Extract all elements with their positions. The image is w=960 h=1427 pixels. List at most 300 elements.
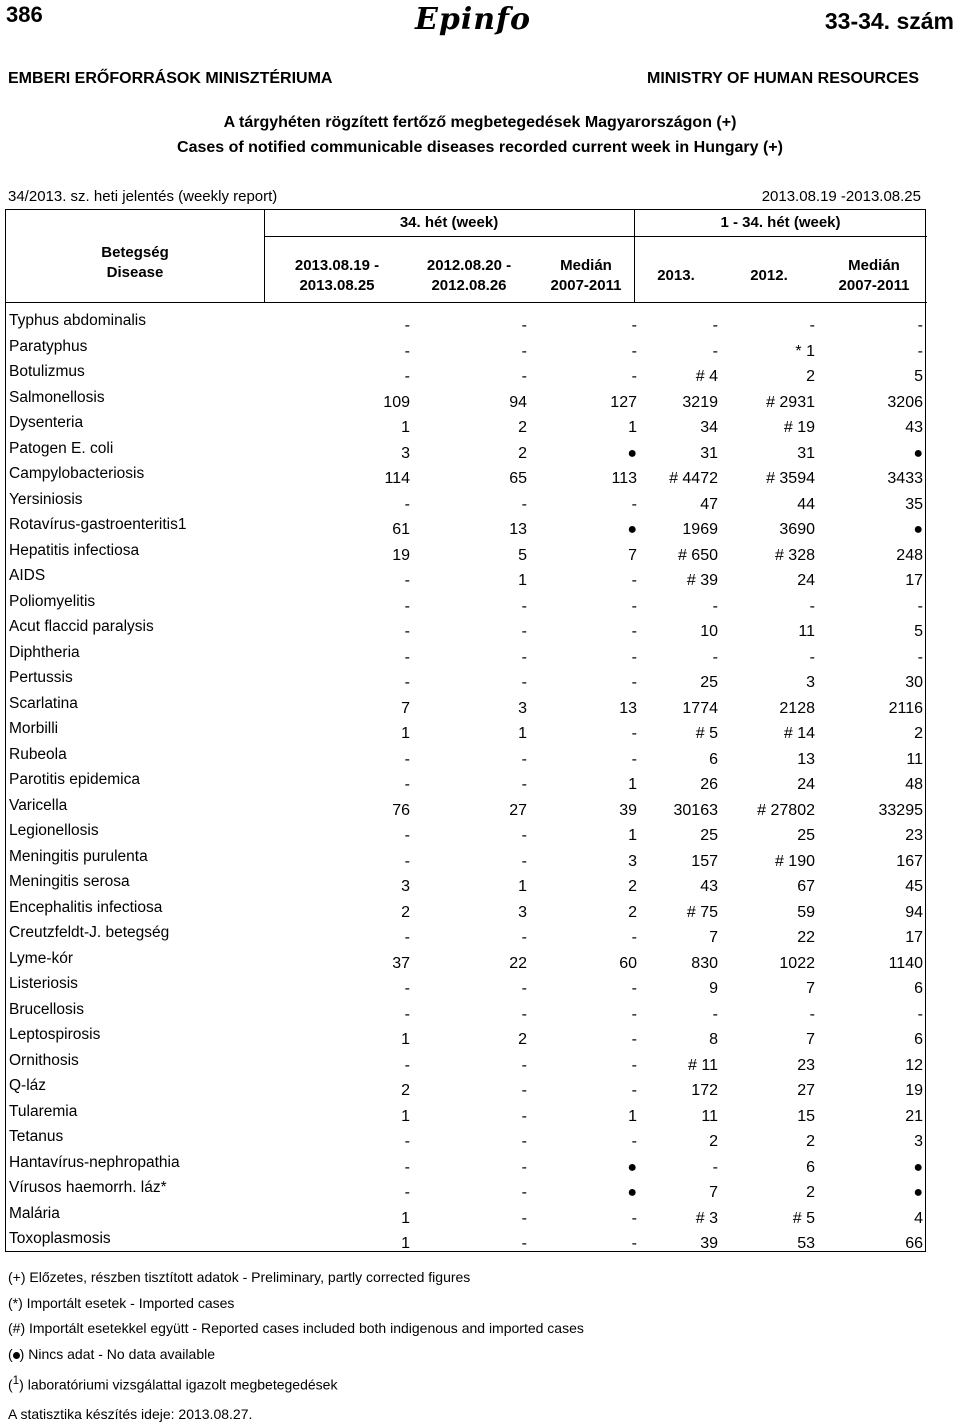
table-cell: - — [631, 368, 637, 385]
header-week-median-line2: 2007-2011 — [550, 277, 622, 294]
table-cell: 5 — [914, 368, 923, 385]
header-week-2012-line2: 2012.08.26 — [431, 277, 507, 294]
table-cell: 2 — [806, 368, 815, 385]
table-cell: 2 — [806, 1133, 815, 1150]
table-cell: - — [521, 648, 527, 666]
table-cell: 37 — [392, 954, 410, 972]
disease-name: Malária — [9, 1204, 60, 1222]
table-cell: # 5 — [695, 725, 718, 742]
disease-name: Campylobacteriosis — [9, 465, 145, 482]
table-cell: - — [631, 674, 637, 691]
table-cell: - — [404, 368, 410, 385]
table-cell: 9 — [709, 980, 718, 997]
table-cell: 34 — [700, 419, 718, 436]
table-cell: 27 — [509, 801, 527, 819]
table-row — [6, 744, 927, 770]
table-row — [6, 820, 927, 846]
footnote-imported: (*) Importált esetek - Imported cases — [8, 1295, 235, 1311]
table-cell: - — [404, 750, 410, 768]
table-row — [6, 948, 927, 974]
ministry-name-en: MINISTRY OF HUMAN RESOURCES — [646, 70, 919, 87]
statistics-date: A statisztika készítés ideje: 2013.08.27. — [8, 1406, 253, 1422]
table-cell: 7 — [628, 546, 637, 564]
table-row — [6, 489, 927, 515]
table-row — [6, 1075, 927, 1101]
table-cell: - — [631, 317, 637, 334]
table-cell: - — [712, 597, 718, 615]
disease-name: Tularemia — [9, 1102, 78, 1120]
footnote-no-data-open: ( — [8, 1346, 13, 1362]
table-cell: 1022 — [779, 954, 815, 972]
table-cell: - — [917, 597, 923, 615]
page-number: 386 — [6, 2, 43, 27]
table-cell: ● — [627, 1158, 637, 1176]
header-cum-2013: 2013. — [657, 267, 695, 284]
table-cell: 1 — [518, 572, 527, 589]
header-disease — [6, 243, 264, 283]
table-cell: 5 — [518, 546, 527, 564]
divider — [6, 302, 927, 303]
table-cell: 2 — [518, 419, 527, 436]
table-cell: 3206 — [887, 393, 923, 411]
table-cell: 1140 — [888, 954, 923, 972]
table-cell: 43 — [700, 878, 718, 895]
table-cell: 1 — [628, 1107, 637, 1125]
table-row — [6, 795, 927, 821]
table-cell: 43 — [905, 419, 923, 436]
table-cell: 11 — [701, 1107, 718, 1125]
disease-name: Varicella — [9, 796, 68, 814]
table-cell: # 2931 — [766, 393, 815, 411]
table-cell: 6 — [806, 1158, 815, 1176]
table-row — [6, 667, 927, 693]
table-cell: ● — [627, 1184, 637, 1201]
header-cum-median — [824, 256, 924, 296]
table-row — [6, 846, 927, 872]
table-cell: 23 — [905, 827, 923, 844]
disease-name: Lyme-kór — [9, 949, 74, 967]
disease-name: Poliomyelitis — [9, 592, 96, 610]
header-week-group: 34. hét (week) — [399, 214, 499, 231]
table-row — [6, 463, 927, 489]
table-cell: 3 — [914, 1133, 923, 1150]
table-cell: 13 — [619, 699, 637, 717]
table-cell: - — [712, 317, 718, 334]
disease-name: Morbilli — [9, 720, 59, 737]
table-cell: 109 — [383, 393, 410, 411]
table-cell: 35 — [905, 495, 923, 513]
disease-name: Acut flaccid paralysis — [9, 618, 154, 635]
table-cell: 11 — [798, 623, 815, 640]
table-cell: 17 — [905, 929, 923, 946]
table-row — [6, 310, 927, 336]
table-row — [6, 1050, 927, 1076]
disease-name: Q-láz — [9, 1077, 47, 1094]
table-cell: * 1 — [795, 342, 815, 360]
table-cell: - — [809, 597, 815, 615]
disease-name: Dysenteria — [9, 414, 84, 431]
table-cell: 27 — [797, 1082, 815, 1099]
table-cell: 33295 — [878, 801, 923, 819]
table-cell: - — [631, 648, 637, 666]
table-cell: 127 — [610, 393, 637, 411]
table-row — [6, 1126, 927, 1152]
table-cell: 1 — [628, 776, 637, 793]
table-cell: 3 — [518, 699, 527, 717]
table-cell: 2 — [806, 1184, 815, 1201]
table-cell: ● — [913, 521, 923, 538]
header-cum-2012: 2012. — [750, 267, 788, 284]
table-cell: 113 — [611, 470, 637, 487]
table-cell: 3433 — [887, 470, 923, 487]
table-cell: 7 — [709, 1184, 718, 1201]
table-cell: 830 — [691, 954, 718, 972]
disease-name: Hantavírus-nephropathia — [9, 1153, 180, 1171]
table-cell: 10 — [700, 623, 718, 640]
table-cell: 2 — [518, 1031, 527, 1048]
table-cell: 11 — [906, 750, 923, 768]
disease-name: Meningitis purulenta — [9, 847, 148, 865]
table-row — [6, 769, 927, 795]
table-cell: 2 — [401, 1082, 410, 1099]
table-row — [6, 693, 927, 719]
header-week-2013 — [282, 256, 392, 296]
header-cumulative-group: 1 - 34. hét (week) — [720, 214, 841, 231]
table-cell: - — [631, 342, 637, 360]
header-disease-en: Disease — [106, 264, 164, 281]
table-cell: 2128 — [779, 699, 815, 717]
table-cell: - — [404, 495, 410, 513]
table-row — [6, 438, 927, 464]
header-cum-median-line1: Medián — [848, 257, 900, 274]
disease-name: Encephalitis infectiosa — [9, 898, 163, 916]
divider — [264, 236, 927, 237]
table-cell: 94 — [905, 903, 923, 921]
footnote-no-data — [8, 1346, 215, 1362]
table-cell: 25 — [797, 827, 815, 844]
header-week-median-line1: Medián — [560, 257, 612, 274]
table-row — [6, 871, 927, 897]
table-cell: # 75 — [686, 903, 718, 921]
table-cell: - — [631, 1133, 637, 1150]
table-cell: 7 — [806, 980, 815, 997]
bullet-icon — [13, 1352, 20, 1359]
table-cell: # 14 — [783, 725, 815, 742]
table-cell: - — [404, 929, 410, 946]
table-cell: 5 — [914, 623, 923, 640]
table-cell: 1 — [518, 878, 527, 895]
table-cell: # 3594 — [766, 470, 815, 487]
table-cell: 94 — [509, 393, 527, 411]
table-cell: 157 — [691, 852, 718, 870]
table-cell: - — [712, 1005, 718, 1023]
table-cell: 1 — [401, 1209, 410, 1227]
table-cell: 1774 — [682, 699, 718, 717]
table-cell: # 27802 — [757, 801, 815, 819]
table-cell: 15 — [797, 1107, 815, 1125]
table-cell: 53 — [797, 1235, 815, 1252]
table-cell: - — [521, 1235, 527, 1252]
table-cell: - — [404, 342, 410, 360]
table-cell: - — [631, 1209, 637, 1227]
table-cell: # 19 — [783, 419, 815, 436]
table-row — [6, 591, 927, 617]
table-row — [6, 336, 927, 362]
table-cell: - — [631, 929, 637, 946]
table-cell: 13 — [509, 521, 527, 538]
table-cell: - — [631, 623, 637, 640]
table-cell: 3 — [401, 878, 410, 895]
table-cell: - — [631, 980, 637, 997]
footnote-no-data-text: ) Nincs adat - No data available — [19, 1346, 215, 1362]
table-cell: - — [631, 1235, 637, 1252]
table-cell: 7 — [709, 929, 718, 946]
header-week-2012 — [414, 256, 524, 296]
disease-name: AIDS — [9, 567, 46, 584]
table-row — [6, 565, 927, 591]
table-cell: - — [712, 1158, 718, 1176]
table-cell: - — [631, 1005, 637, 1023]
table-cell: 2 — [518, 444, 527, 462]
footnote-lab-confirmed — [8, 1374, 337, 1393]
table-cell: - — [631, 495, 637, 513]
header-cum-median-line2: 2007-2011 — [838, 277, 910, 294]
table-cell: 6 — [709, 750, 718, 768]
table-cell: 1 — [401, 1235, 410, 1252]
table-cell: - — [631, 1056, 637, 1074]
table-cell: - — [521, 750, 527, 768]
table-cell: 7 — [806, 1031, 815, 1048]
table-cell: - — [404, 572, 410, 589]
disease-table — [5, 209, 926, 1252]
table-cell: 3 — [806, 674, 815, 691]
disease-name: Listeriosis — [9, 975, 78, 992]
table-cell: - — [521, 1184, 527, 1201]
table-cell: - — [404, 1056, 410, 1074]
table-cell: 172 — [691, 1082, 718, 1099]
table-cell: - — [521, 317, 527, 334]
table-row — [6, 361, 927, 387]
table-cell: 2 — [628, 903, 637, 921]
footnote-lab-text: ) laboratóriumi vizsgálattal igazolt megbetegedések — [19, 1376, 338, 1393]
report-period: 2013.08.19 -2013.08.25 — [761, 188, 921, 205]
table-cell: 1 — [401, 725, 410, 742]
table-cell: 2116 — [888, 699, 923, 717]
table-cell: 3690 — [779, 521, 815, 538]
table-cell: - — [404, 674, 410, 691]
table-cell: - — [631, 597, 637, 615]
table-cell: # 5 — [792, 1209, 815, 1227]
table-cell: 21 — [905, 1107, 923, 1125]
table-row — [6, 540, 927, 566]
disease-name: Meningitis serosa — [9, 873, 130, 890]
table-cell: - — [631, 1082, 637, 1099]
disease-name: Scarlatina — [9, 694, 78, 712]
table-cell: 6 — [914, 980, 923, 997]
table-row — [6, 897, 927, 923]
table-row — [6, 1101, 927, 1127]
table-cell: 76 — [392, 801, 410, 819]
table-row — [6, 1152, 927, 1178]
table-cell: 3 — [401, 444, 410, 462]
table-cell: 3 — [518, 903, 527, 921]
disease-name: Ornithosis — [9, 1051, 79, 1069]
table-cell: 66 — [905, 1235, 923, 1252]
table-cell: # 4 — [695, 368, 718, 385]
disease-name: Salmonellosis — [9, 388, 105, 406]
table-cell: 65 — [509, 470, 527, 487]
disease-name: Typhus abdominalis — [9, 312, 146, 329]
table-cell: 2 — [401, 903, 410, 921]
footnote-preliminary: (+) Előzetes, részben tisztított adatok - Preliminary, partly corrected figures — [8, 1269, 471, 1285]
table-cell: - — [917, 342, 923, 360]
disease-name: Legionellosis — [9, 822, 99, 839]
table-cell: 2 — [914, 725, 923, 742]
table-cell: 67 — [797, 878, 815, 895]
table-cell: - — [404, 1158, 410, 1176]
table-cell: - — [404, 623, 410, 640]
table-cell: 30 — [905, 674, 923, 691]
table-cell: 24 — [797, 572, 815, 589]
table-cell: - — [521, 1133, 527, 1150]
table-cell: - — [404, 827, 410, 844]
table-cell: 1 — [401, 419, 410, 436]
footnote-lab-open: ( — [8, 1376, 13, 1393]
header-week-2013-line2: 2013.08.25 — [299, 277, 375, 294]
table-cell: 22 — [797, 929, 815, 946]
table-row — [6, 1177, 927, 1203]
table-cell: ● — [913, 1158, 923, 1176]
table-row — [6, 1203, 927, 1229]
table-cell: 3 — [628, 852, 637, 870]
disease-name: Yersiniosis — [9, 490, 83, 508]
table-cell: 7 — [401, 699, 410, 717]
table-cell: ● — [913, 444, 923, 462]
table-cell: # 39 — [686, 572, 718, 589]
table-cell: - — [809, 317, 815, 334]
table-cell: - — [404, 1184, 410, 1201]
table-cell: - — [917, 1005, 923, 1023]
table-cell: - — [521, 1209, 527, 1227]
table-cell: 45 — [905, 878, 923, 895]
table-cell: 1 — [518, 725, 527, 742]
table-cell: 48 — [905, 776, 923, 793]
table-cell: 44 — [797, 495, 815, 513]
footnote-lab-sup: 1 — [12, 1374, 20, 1387]
table-cell: 2 — [628, 878, 637, 895]
table-cell: - — [809, 1005, 815, 1023]
table-cell: - — [631, 725, 637, 742]
disease-name: Vírusos haemorrh. láz* — [9, 1179, 167, 1196]
footnote-reported: (#) Importált esetekkel együtt - Reported cases included both indigenous and imported cases — [8, 1320, 584, 1336]
weekly-report-label: 34/2013. sz. heti jelentés (weekly report) — [8, 188, 278, 205]
table-cell: - — [521, 597, 527, 615]
table-cell: 22 — [509, 954, 527, 972]
table-row — [6, 973, 927, 999]
table-row — [6, 412, 927, 438]
table-cell: 1 — [401, 1031, 410, 1048]
table-cell: - — [521, 929, 527, 946]
table-cell: - — [521, 674, 527, 691]
disease-name: Patogen E. coli — [9, 439, 114, 457]
table-cell: # 4472 — [669, 470, 718, 487]
table-cell: - — [404, 1133, 410, 1150]
table-cell: 2 — [709, 1133, 718, 1150]
disease-name: Leptospirosis — [9, 1026, 101, 1043]
table-cell: 1969 — [682, 521, 718, 538]
table-row — [6, 922, 927, 948]
header-week-2012-line1: 2012.08.20 - — [426, 257, 512, 274]
table-cell: 23 — [797, 1056, 815, 1074]
table-cell: 47 — [700, 495, 718, 513]
table-cell: - — [521, 980, 527, 997]
table-cell: # 11 — [688, 1056, 718, 1074]
disease-name: Botulizmus — [9, 363, 85, 380]
table-cell: 17 — [905, 572, 923, 589]
table-cell: - — [521, 1056, 527, 1074]
table-cell: # 328 — [774, 546, 815, 564]
table-row — [6, 999, 927, 1025]
table-cell: - — [521, 852, 527, 870]
disease-name: Rubeola — [9, 745, 67, 763]
table-cell: 8 — [709, 1031, 718, 1048]
table-cell: 61 — [392, 521, 410, 538]
table-cell: 6 — [914, 1031, 923, 1048]
table-cell: 1 — [628, 827, 637, 844]
title-en: Cases of notified communicable diseases recorded current week in Hungary (+) — [177, 139, 783, 156]
table-cell: 19 — [392, 546, 410, 564]
table-cell: - — [521, 1158, 527, 1176]
table-row — [6, 642, 927, 668]
table-cell: # 650 — [677, 546, 718, 564]
table-cell: - — [404, 597, 410, 615]
disease-name: Toxoplasmosis — [9, 1230, 111, 1247]
table-cell: 4 — [914, 1209, 923, 1227]
table-cell: - — [631, 750, 637, 768]
table-cell: - — [521, 368, 527, 385]
table-cell: 25 — [700, 674, 718, 691]
table-cell: - — [521, 623, 527, 640]
table-cell: - — [404, 317, 410, 334]
table-cell: 26 — [700, 776, 718, 793]
table-cell: 12 — [905, 1056, 923, 1074]
disease-name: Paratyphus — [9, 337, 88, 355]
table-cell: - — [404, 980, 410, 997]
table-cell: 60 — [619, 954, 637, 972]
table-cell: 19 — [905, 1082, 923, 1099]
table-cell: 167 — [896, 852, 923, 870]
table-cell: 39 — [619, 801, 637, 819]
disease-name: Parotitis epidemica — [9, 771, 140, 788]
table-cell: 248 — [896, 546, 923, 564]
table-cell: - — [521, 827, 527, 844]
table-cell: 31 — [700, 444, 718, 462]
table-cell: 59 — [797, 903, 815, 921]
table-cell: - — [917, 317, 923, 334]
header-week-median — [536, 256, 636, 296]
table-cell: ● — [627, 444, 637, 462]
table-row — [6, 1024, 927, 1050]
table-cell: # 190 — [774, 852, 815, 870]
disease-name: Hepatitis infectiosa — [9, 541, 140, 559]
table-cell: - — [521, 1082, 527, 1099]
disease-name: Diphtheria — [9, 643, 80, 661]
disease-name: Creutzfeldt-J. betegség — [9, 924, 170, 941]
table-cell: 3219 — [682, 393, 718, 411]
header-week-2013-line1: 2013.08.19 - — [294, 257, 380, 274]
table-cell: - — [712, 342, 718, 360]
table-cell: 39 — [700, 1235, 718, 1252]
